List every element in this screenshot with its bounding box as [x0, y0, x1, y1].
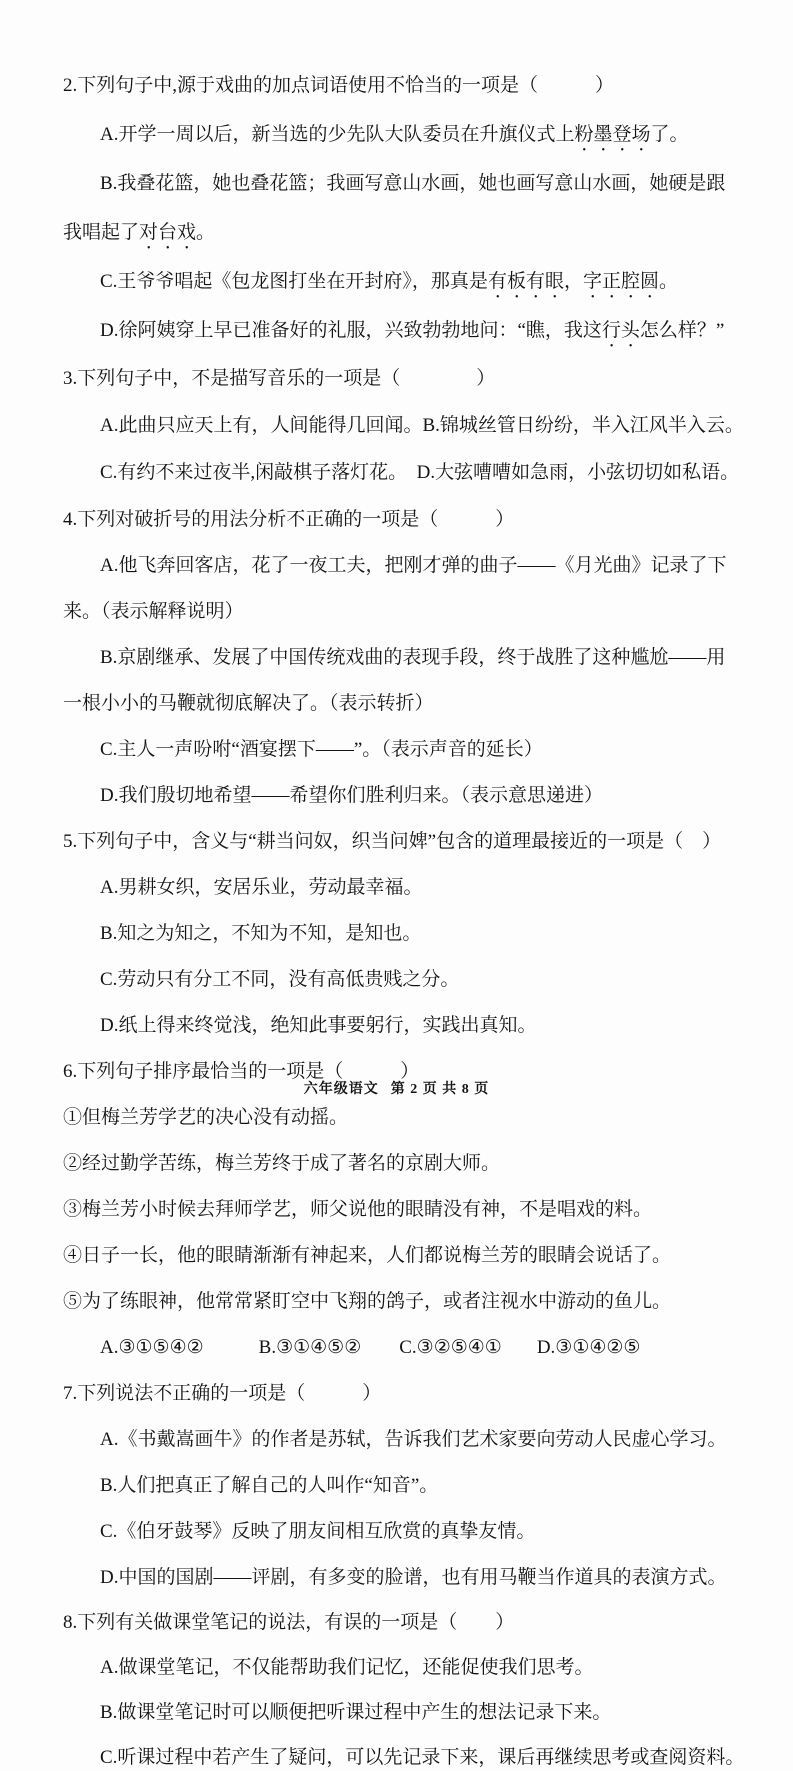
q6-choice-b: B.③①④⑤②: [258, 1337, 362, 1358]
q6-sentence-5: ⑤为了练眼神，他常常紧盯空中飞翔的鸽子，或者注视水中游动的鱼儿。: [63, 1291, 672, 1312]
q3-options-cd: C.有约不来过夜半,闲敲棋子落灯花。 D.大弦嘈嘈如急雨，小弦切切如私语。: [100, 462, 740, 483]
text-segment: ，: [563, 271, 583, 292]
q6-sentence-2: ②经过勤学苦练，梅兰芳终于成了著名的京剧大师。: [63, 1153, 501, 1174]
text-segment: A.开学一周以后，新当选的少先队大队委员在升旗仪式上: [100, 124, 575, 145]
emphasized-term: 行头: [601, 320, 640, 341]
q6-sentence-1: ①但梅兰芳学艺的决心没有动摇。: [63, 1107, 349, 1128]
emphasized-term: 对台戏: [139, 222, 197, 243]
q5-stem: 5.下列句子中，含义与“耕当问奴，织当问婢”包含的道理最接近的一项是（ ）: [63, 831, 722, 852]
q6-choice-a: A.③①⑤④②: [100, 1337, 204, 1358]
q7-option-b: B.人们把真正了解自己的人叫作“知音”。: [100, 1475, 439, 1496]
q7-option-d: D.中国的国剧——评剧，有多变的脸谱，也有用马鞭当作道具的表演方式。: [100, 1567, 727, 1588]
q8-option-a: A.做课堂笔记，不仅能帮助我们记忆，还能促使我们思考。: [100, 1657, 594, 1678]
q6-sentence-3: ③梅兰芳小时候去拜师学艺，师父说他的眼睛没有神，不是唱戏的料。: [63, 1199, 653, 1220]
footer-page-number: 第 2 页 共 8 页: [390, 1082, 490, 1097]
question-8: [63, 1610, 745, 1771]
q4-option-b-line2: 一根小小的马鞭就彻底解决了。（表示转折）: [63, 693, 434, 714]
q2-option-c: [63, 267, 737, 297]
emphasized-term: 有板有眼: [487, 271, 564, 292]
emphasized-term: 字正腔圆: [582, 271, 659, 292]
q3-options-ab: A.此曲只应天上有，人间能得几回闻。B.锦城丝管日纷纷，半入江风半入云。: [100, 415, 744, 436]
q5-option-d: D.纸上得来终觉浅，绝知此事要躬行，实践出真知。: [100, 1015, 537, 1036]
q2-stem: 2.下列句子中,源于戏曲的加点词语使用不恰当的一项是（ ）: [63, 75, 615, 96]
q6-choice-c: C.③②⑤④①: [399, 1337, 502, 1358]
q4-option-d: D.我们殷切地希望——希望你们胜利归来。（表示意思递进）: [100, 785, 603, 806]
text-segment: D.徐阿姨穿上早已准备好的礼服，兴致勃勃地问：“瞧，我这: [100, 320, 602, 341]
text-segment: 。: [196, 222, 216, 243]
q8-stem: 8.下列有关做课堂笔记的说法，有误的一项是（ ）: [63, 1612, 515, 1633]
q4-option-a-line1: A.他飞奔回客店，花了一夜工夫，把刚才弹的曲子——《月光曲》记录了下: [100, 555, 727, 576]
q4-stem: 4.下列对破折号的用法分析不正确的一项是（ ）: [63, 509, 515, 530]
q6-choices: [63, 1334, 737, 1361]
q4-option-b-line1: B.京剧继承、发展了中国传统戏曲的表现手段，终于战胜了这种尴尬——用: [100, 647, 726, 668]
text-segment: C.王爷爷唱起《包龙图打坐在开封府》，那真是: [100, 271, 488, 292]
q5-option-c: C.劳动只有分工不同，没有高低贵贱之分。: [100, 969, 460, 990]
q5-option-b: B.知之为知之，不知为不知，是知也。: [100, 923, 422, 944]
emphasized-term: 粉墨登场: [574, 124, 651, 145]
q2-option-a: [63, 120, 737, 150]
text-segment: 。: [658, 271, 678, 292]
q7-option-c: C.《伯牙鼓琴》反映了朋友间相互欣赏的真挚友情。: [100, 1521, 536, 1542]
q8-option-b: B.做课堂笔记时可以顺便把听课过程中产生的想法记录下来。: [100, 1702, 612, 1723]
footer-course-label: 六年级语文: [303, 1082, 379, 1097]
q6-choice-d: D.③①④②⑤: [536, 1337, 641, 1358]
q8-option-c: C.听课过程中若产生了疑问，可以先记录下来，课后再继续思考或查阅资料。: [100, 1747, 745, 1768]
q7-option-a: A.《书戴嵩画牛》的作者是苏轼，告诉我们艺术家要向劳动人民虚心学习。: [100, 1429, 727, 1450]
question-6: [63, 1058, 737, 1361]
question-7: [63, 1380, 737, 1591]
text-segment: 我唱起了: [63, 222, 140, 243]
text-segment: 了。: [650, 124, 689, 145]
q5-option-a: A.男耕女织，安居乐业，劳动最幸福。: [100, 877, 423, 898]
question-2: [63, 71, 737, 346]
question-4: [63, 506, 737, 809]
question-5: [63, 828, 737, 1039]
page-footer: [0, 1078, 793, 1098]
question-3: [63, 365, 744, 487]
q4-option-a-line2: 来。（表示解释说明）: [63, 601, 244, 622]
q7-stem: 7.下列说法不正确的一项是（ ）: [63, 1383, 382, 1404]
q6-stem: 6.下列句子排序最恰当的一项是（ ）: [63, 1061, 420, 1082]
text-segment: 怎么样？”: [639, 320, 725, 341]
q2-option-b-line1: B.我叠花篮，她也叠花篮；我画写意山水画，她也画写意山水画，她硬是跟: [100, 173, 726, 194]
q2-option-d: [63, 316, 737, 346]
q6-sentence-4: ④日子一长，他的眼睛渐渐有神起来，人们都说梅兰芳的眼睛会说话了。: [63, 1245, 672, 1266]
q3-stem: 3.下列句子中，不是描写音乐的一项是（ ）: [63, 368, 496, 389]
q2-option-b-line2: [63, 218, 737, 248]
q4-option-c: C.主人一声吩咐“酒宴摆下——”。（表示声音的延长）: [100, 739, 543, 760]
